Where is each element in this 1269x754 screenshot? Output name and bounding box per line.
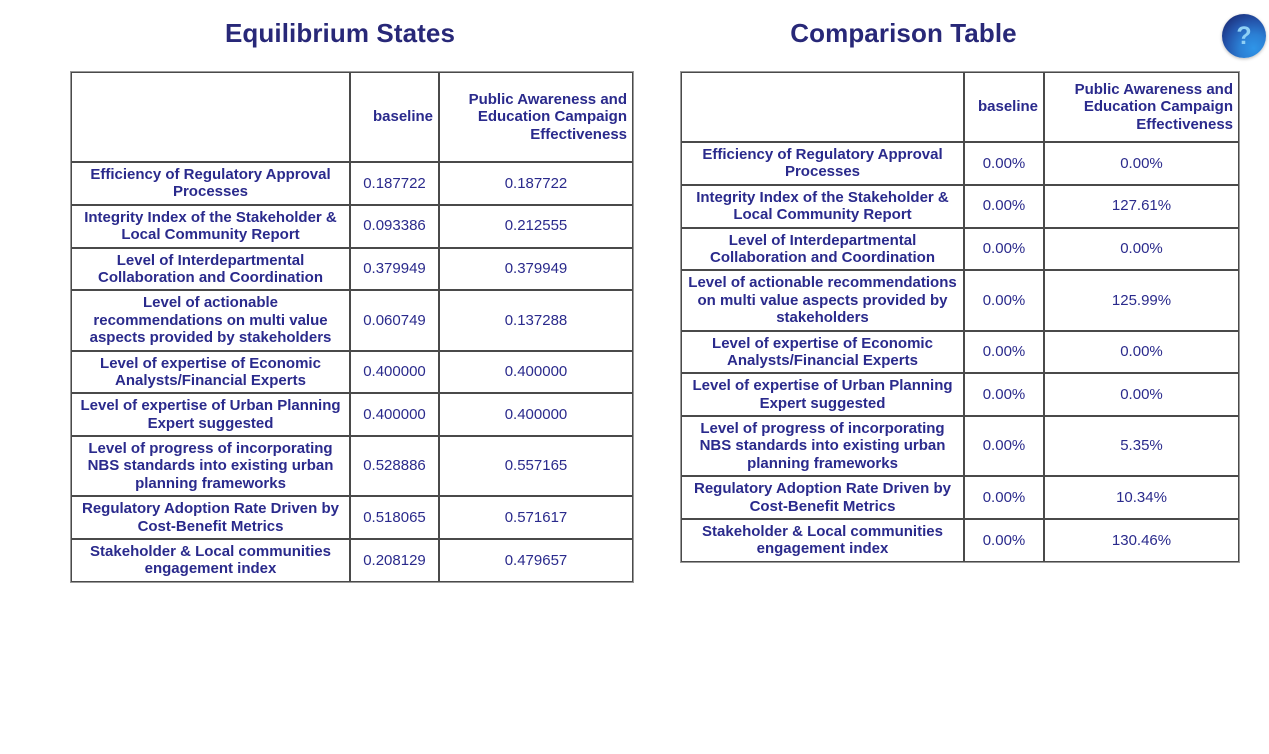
cell-public-awareness: 0.571617 (439, 496, 633, 539)
cell-public-awareness: 0.00% (1044, 373, 1239, 416)
row-label: Efficiency of Regulatory Approval Processes (71, 162, 350, 205)
comparison-table (680, 71, 1240, 563)
cell-baseline: 0.00% (964, 228, 1044, 271)
table-row (71, 496, 633, 539)
row-label: Integrity Index of the Stakeholder & Local Community Report (71, 205, 350, 248)
row-label: Level of progress of incorporating NBS standards into existing urban planning frameworks (71, 436, 350, 496)
row-label: Regulatory Adoption Rate Driven by Cost-Benefit Metrics (71, 496, 350, 539)
table-row (71, 205, 633, 248)
cell-public-awareness: 5.35% (1044, 416, 1239, 476)
cell-public-awareness: 0.00% (1044, 228, 1239, 271)
column-header-public-awareness: Public Awareness and Education Campaign Effectiveness (439, 72, 633, 162)
equilibrium-states-title: Equilibrium States (224, 18, 456, 48)
table-row (71, 290, 633, 350)
cell-baseline: 0.518065 (350, 496, 439, 539)
row-label: Level of Interdepartmental Collaboration and Coordination (681, 228, 964, 271)
table-row (681, 228, 1239, 271)
table-header (71, 72, 633, 162)
equilibrium-states-table (70, 71, 634, 583)
cell-baseline: 0.00% (964, 185, 1044, 228)
cell-public-awareness: 10.34% (1044, 476, 1239, 519)
help-button[interactable] (1222, 14, 1266, 58)
cell-baseline: 0.187722 (350, 162, 439, 205)
cell-baseline: 0.093386 (350, 205, 439, 248)
question-mark-icon: ? (1236, 22, 1252, 50)
row-label: Level of expertise of Economic Analysts/Financial Experts (71, 351, 350, 394)
cell-baseline: 0.00% (964, 519, 1044, 562)
row-label: Integrity Index of the Stakeholder & Local Community Report (681, 185, 964, 228)
cell-public-awareness: 0.400000 (439, 351, 633, 394)
table-row (71, 393, 633, 436)
cell-baseline: 0.060749 (350, 290, 439, 350)
table-header-row (681, 72, 1239, 142)
cell-baseline: 0.400000 (350, 393, 439, 436)
row-label: Regulatory Adoption Rate Driven by Cost-Benefit Metrics (681, 476, 964, 519)
cell-public-awareness: 125.99% (1044, 270, 1239, 330)
cell-public-awareness: 0.187722 (439, 162, 633, 205)
table-row (681, 519, 1239, 562)
row-label: Level of expertise of Urban Planning Expert suggested (681, 373, 964, 416)
cell-baseline: 0.00% (964, 476, 1044, 519)
table-row (681, 373, 1239, 416)
cell-public-awareness: 0.00% (1044, 331, 1239, 374)
table-row (71, 436, 633, 496)
cell-baseline: 0.208129 (350, 539, 439, 582)
equilibrium-states-table-wrapper (70, 71, 634, 583)
table-row (681, 476, 1239, 519)
table-corner-header (71, 72, 350, 162)
table-body (681, 142, 1239, 562)
comparison-table-panel (660, 0, 1269, 46)
table-header (681, 72, 1239, 142)
cell-public-awareness: 0.212555 (439, 205, 633, 248)
table-row (71, 539, 633, 582)
row-label: Stakeholder & Local communities engagement index (71, 539, 350, 582)
row-label: Level of expertise of Urban Planning Expert suggested (71, 393, 350, 436)
cell-baseline: 0.400000 (350, 351, 439, 394)
cell-public-awareness: 130.46% (1044, 519, 1239, 562)
table-row (681, 185, 1239, 228)
comparison-table-title: Comparison Table (790, 18, 1017, 48)
row-label: Efficiency of Regulatory Approval Processes (681, 142, 964, 185)
row-label: Level of actionable recommendations on multi value aspects provided by stakeholders (681, 270, 964, 330)
row-label: Stakeholder & Local communities engagement index (681, 519, 964, 562)
cell-baseline: 0.528886 (350, 436, 439, 496)
table-row (681, 270, 1239, 330)
cell-baseline: 0.00% (964, 373, 1044, 416)
equilibrium-states-panel (0, 0, 660, 46)
cell-public-awareness: 0.00% (1044, 142, 1239, 185)
table-corner-header (681, 72, 964, 142)
table-row (681, 142, 1239, 185)
cell-baseline: 0.00% (964, 270, 1044, 330)
cell-public-awareness: 0.479657 (439, 539, 633, 582)
table-row (71, 248, 633, 291)
cell-public-awareness: 0.379949 (439, 248, 633, 291)
cell-public-awareness: 0.400000 (439, 393, 633, 436)
comparison-table-wrapper (680, 71, 1240, 563)
table-row (71, 351, 633, 394)
cell-public-awareness: 0.557165 (439, 436, 633, 496)
column-header-public-awareness: Public Awareness and Education Campaign Effectiveness (1044, 72, 1239, 142)
row-label: Level of expertise of Economic Analysts/Financial Experts (681, 331, 964, 374)
cell-baseline: 0.379949 (350, 248, 439, 291)
cell-public-awareness: 127.61% (1044, 185, 1239, 228)
cell-baseline: 0.00% (964, 142, 1044, 185)
table-row (681, 416, 1239, 476)
table-body (71, 162, 633, 582)
row-label: Level of progress of incorporating NBS standards into existing urban planning frameworks (681, 416, 964, 476)
row-label: Level of Interdepartmental Collaboration and Coordination (71, 248, 350, 291)
column-header-baseline: baseline (350, 72, 439, 162)
row-label: Level of actionable recommendations on multi value aspects provided by stakeholders (71, 290, 350, 350)
table-header-row (71, 72, 633, 162)
table-row (71, 162, 633, 205)
cell-public-awareness: 0.137288 (439, 290, 633, 350)
cell-baseline: 0.00% (964, 331, 1044, 374)
cell-baseline: 0.00% (964, 416, 1044, 476)
column-header-baseline: baseline (964, 72, 1044, 142)
table-row (681, 331, 1239, 374)
